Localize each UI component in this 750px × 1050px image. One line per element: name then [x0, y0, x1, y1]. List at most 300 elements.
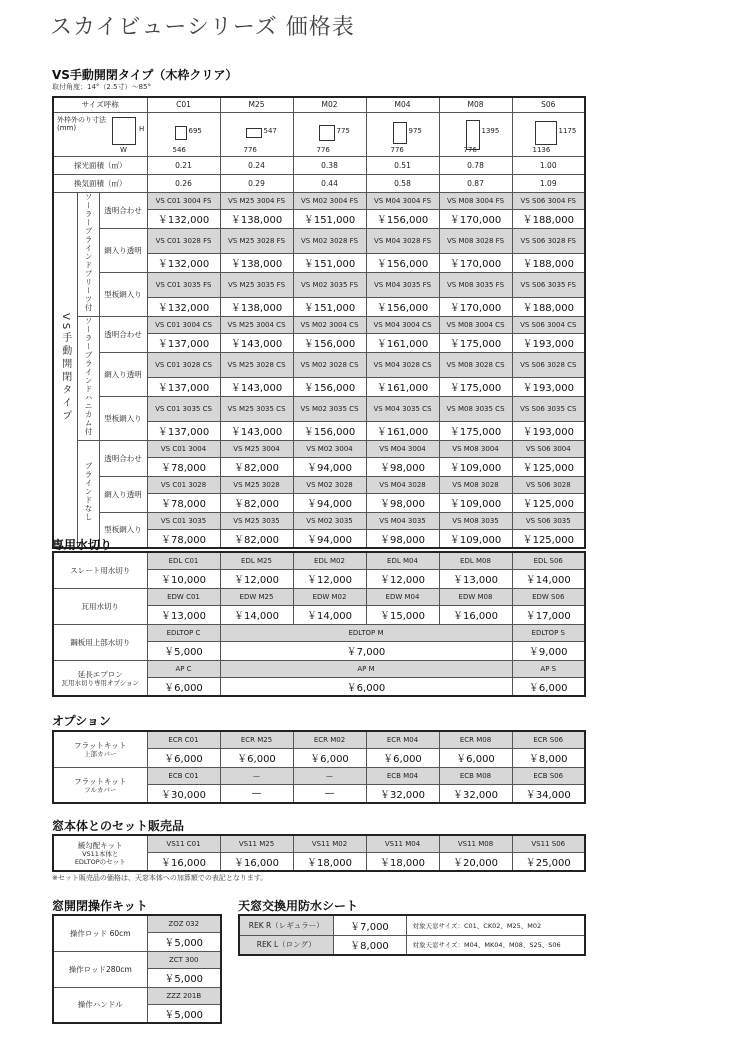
product-code: ECB C01 — [147, 767, 220, 784]
product-code: VS S06 3004 FS — [512, 192, 585, 209]
product-code: EDL M08 — [439, 552, 512, 569]
group-label — [77, 316, 99, 440]
price-value: — — [293, 784, 366, 803]
product-code: VS M08 3028 — [439, 476, 512, 493]
light-area-value: 0.38 — [293, 156, 366, 174]
product-code: VS M08 3004 FS — [439, 192, 512, 209]
price-value: ￥32,000 — [366, 784, 439, 803]
product-code: VS M04 3035 — [366, 512, 439, 529]
product-code: VS M25 3028 CS — [220, 352, 293, 377]
size-m25: M25 — [220, 97, 293, 112]
dim-width: 776 — [316, 145, 330, 154]
price-value: ￥78,000 — [147, 457, 220, 476]
flat-kit-upper-sublabel: 上部カバー — [84, 750, 117, 759]
product-code: ECR C01 — [147, 731, 220, 748]
price-value: ￥138,000 — [220, 297, 293, 316]
product-code: ECR M25 — [220, 731, 293, 748]
vent-area-value: 0.58 — [366, 174, 439, 192]
product-code: — — [293, 767, 366, 784]
price-value: ￥30,000 — [147, 784, 220, 803]
product-code: AP S — [512, 660, 585, 677]
price-value: ￥132,000 — [147, 209, 220, 228]
product-code: VS C01 3004 CS — [147, 316, 220, 333]
slate-flashing-label-text: スレート用水切り — [70, 565, 131, 575]
price-value: ￥18,000 — [366, 852, 439, 871]
price-value: ￥109,000 — [439, 493, 512, 512]
light-area-value: 0.21 — [147, 156, 220, 174]
product-code: VS S06 3035 FS — [512, 272, 585, 297]
dim-cell-m02 — [293, 112, 366, 156]
op-kit-code-row — [53, 987, 221, 1004]
code-row — [53, 228, 585, 253]
price-value: ￥82,000 — [220, 457, 293, 476]
price-value: ￥12,000 — [366, 569, 439, 588]
price-value: ￥34,000 — [512, 784, 585, 803]
outer-dim-text: 外枠外のり寸法 (mm) — [57, 115, 106, 132]
product-code: VS M25 3035 CS — [220, 396, 293, 421]
flat-kit-full-code-row — [53, 767, 585, 784]
flat-kit-upper-label — [53, 731, 147, 767]
product-code: VS M25 3004 FS — [220, 192, 293, 209]
product-code: VS M04 3004 — [366, 440, 439, 457]
price-value: ￥94,000 — [293, 493, 366, 512]
price-value: ￥6,000 — [220, 748, 293, 767]
price-value: ￥94,000 — [293, 457, 366, 476]
price-value: ￥188,000 — [512, 253, 585, 272]
op-kit-label: 操作ハンドル — [53, 987, 147, 1023]
group-label — [77, 440, 99, 548]
flashing-title: 専用水切り — [52, 538, 113, 552]
product-code: VS M04 3035 FS — [366, 272, 439, 297]
waterproof-label: REK R（レギュラー） — [239, 915, 333, 935]
flat-kit-full-sublabel: フルカバー — [84, 785, 117, 794]
product-code: EDW M08 — [439, 588, 512, 605]
product-code: AP M — [220, 660, 512, 677]
dim-height: 775 — [336, 126, 350, 135]
waterproof-row — [239, 935, 585, 955]
size-c01: C01 — [147, 97, 220, 112]
vs-type-text: VS手動開閉タイプ — [59, 312, 71, 423]
product-code: VS M04 3028 FS — [366, 228, 439, 253]
product-code: VS M08 3028 CS — [439, 352, 512, 377]
product-code: EDL M04 — [366, 552, 439, 569]
product-code: EDW C01 — [147, 588, 220, 605]
vent-area-value: 1.09 — [512, 174, 585, 192]
price-value: ￥18,000 — [293, 852, 366, 871]
product-code: EDL S06 — [512, 552, 585, 569]
product-code: VS M04 3028 CS — [366, 352, 439, 377]
outer-dim-h: H — [139, 124, 145, 133]
price-value: ￥8,000 — [512, 748, 585, 767]
steel-flashing-label — [53, 624, 147, 660]
vent-area-label: 換気面積（㎡） — [53, 174, 147, 192]
vent-area-value: 0.29 — [220, 174, 293, 192]
price-value: ￥161,000 — [366, 333, 439, 352]
price-value: — — [220, 784, 293, 803]
code-row — [53, 192, 585, 209]
size-s06: S06 — [512, 97, 585, 112]
price-value: ￥109,000 — [439, 529, 512, 548]
product-code: EDW M04 — [366, 588, 439, 605]
product-code: VS M25 3004 CS — [220, 316, 293, 333]
dim-height: 1395 — [481, 126, 500, 135]
product-code: VS M08 3028 FS — [439, 228, 512, 253]
price-value: ￥5,000 — [147, 1004, 221, 1023]
product-code: VS M08 3035 — [439, 512, 512, 529]
product-code: VS M04 3004 FS — [366, 192, 439, 209]
flat-kit-full-label-text: フラットキット — [74, 776, 127, 786]
price-value: ￥138,000 — [220, 253, 293, 272]
set-label — [53, 835, 147, 871]
dim-height: 547 — [263, 126, 277, 135]
product-code: VS M04 3028 — [366, 476, 439, 493]
vent-area-value: 0.44 — [293, 174, 366, 192]
product-code: ECR M08 — [439, 731, 512, 748]
dim-cell-m04 — [366, 112, 439, 156]
op-kit-label: 操作ロッド280cm — [53, 951, 147, 987]
window-shape-icon — [393, 122, 407, 144]
set-products-note: ※セット販売品の価格は、天窓本体への加算額での表記となります。 — [52, 874, 268, 882]
price-value: ￥20,000 — [439, 852, 512, 871]
operation-kit-table — [52, 914, 222, 1024]
price-value: ￥6,000 — [512, 677, 585, 696]
price-value: ￥14,000 — [220, 605, 293, 624]
size-m08: M08 — [439, 97, 512, 112]
tile-flashing-label-text: 瓦用水切り — [81, 601, 119, 611]
price-value: ￥175,000 — [439, 333, 512, 352]
product-code: VS C01 3004 FS — [147, 192, 220, 209]
price-value: ￥12,000 — [220, 569, 293, 588]
dim-cell-m08 — [439, 112, 512, 156]
price-value: ￥5,000 — [147, 932, 221, 951]
price-value: ￥170,000 — [439, 209, 512, 228]
group-label-text: ソーラーブラインドハニカム付 — [84, 316, 94, 436]
glass-type-label: 型板網入り — [99, 396, 147, 440]
window-shape-icon — [246, 128, 262, 138]
product-code: EDL M02 — [293, 552, 366, 569]
waterproof-label: REK L（ロング） — [239, 935, 333, 955]
product-code: VS S06 3004 — [512, 440, 585, 457]
price-value: ￥137,000 — [147, 421, 220, 440]
dim-cell-c01 — [147, 112, 220, 156]
light-area-value: 0.24 — [220, 156, 293, 174]
product-code: ECR S06 — [512, 731, 585, 748]
flat-kit-full-label — [53, 767, 147, 803]
product-code: VS11 M08 — [439, 835, 512, 852]
price-value: ￥6,000 — [220, 677, 512, 696]
price-value: ￥7,000 — [220, 641, 512, 660]
dim-width: 546 — [172, 145, 186, 154]
glass-type-label: 透明合わせ — [99, 316, 147, 352]
product-code: ECR M04 — [366, 731, 439, 748]
price-value: ￥156,000 — [293, 377, 366, 396]
set-products-title: 窓本体とのセット販売品 — [52, 819, 185, 833]
product-code: EDLTOP M — [220, 624, 512, 641]
product-code: EDL M25 — [220, 552, 293, 569]
product-code: VS S06 3028 FS — [512, 228, 585, 253]
product-code: AP C — [147, 660, 220, 677]
window-shape-icon — [535, 121, 557, 145]
code-row — [53, 352, 585, 377]
price-value: ￥13,000 — [147, 605, 220, 624]
price-value: ￥175,000 — [439, 377, 512, 396]
product-code: VS M08 3035 FS — [439, 272, 512, 297]
product-code: VS C01 3035 CS — [147, 396, 220, 421]
price-value: ￥6,000 — [366, 748, 439, 767]
angle-note: 取付角度：14°（2.5寸）〜85° — [52, 83, 151, 91]
product-code: EDW M25 — [220, 588, 293, 605]
size-m02: M02 — [293, 97, 366, 112]
price-value: ￥78,000 — [147, 493, 220, 512]
slate-flashing-label — [53, 552, 147, 588]
dim-width: 776 — [390, 145, 404, 154]
product-code: VS S06 3028 CS — [512, 352, 585, 377]
price-value: ￥82,000 — [220, 529, 293, 548]
product-code: VS M02 3035 FS — [293, 272, 366, 297]
group-label — [77, 192, 99, 316]
outer-dim-label — [53, 112, 147, 156]
outer-dim-w: W — [120, 145, 127, 154]
price-value: ￥25,000 — [512, 852, 585, 871]
price-value: ￥156,000 — [293, 333, 366, 352]
price-value: ￥6,000 — [293, 748, 366, 767]
product-code: VS C01 3035 — [147, 512, 220, 529]
product-code: EDL C01 — [147, 552, 220, 569]
outer-dim-row — [53, 112, 585, 156]
set-sublabel-2: EDLTOPのセット — [74, 857, 126, 866]
product-code: VS M25 3035 FS — [220, 272, 293, 297]
code-row — [53, 476, 585, 493]
waterproof-table — [238, 914, 586, 956]
code-row — [53, 440, 585, 457]
window-shape-icon — [319, 125, 335, 141]
price-value: ￥14,000 — [512, 569, 585, 588]
light-area-value: 0.51 — [366, 156, 439, 174]
waterproof-target: 対象天窓サイズ：C01、CK02、M25、M02 — [406, 915, 585, 935]
set-products-table — [52, 834, 586, 872]
price-value: ￥161,000 — [366, 421, 439, 440]
glass-type-label: 網入り透明 — [99, 352, 147, 396]
product-code: VS M02 3035 CS — [293, 396, 366, 421]
product-code: ZCT 300 — [147, 951, 221, 968]
flashing-table — [52, 551, 586, 697]
price-value: ￥175,000 — [439, 421, 512, 440]
product-code: VS11 M04 — [366, 835, 439, 852]
dim-cell-m25 — [220, 112, 293, 156]
product-code: — — [220, 767, 293, 784]
vs-price-table — [52, 96, 586, 549]
vent-area-row — [53, 174, 585, 192]
tile-flashing-code-row — [53, 588, 585, 605]
op-kit-code-row — [53, 951, 221, 968]
price-value: ￥7,000 — [333, 915, 406, 935]
product-code: VS S06 3028 — [512, 476, 585, 493]
price-value: ￥16,000 — [439, 605, 512, 624]
price-value: ￥109,000 — [439, 457, 512, 476]
apron-sublabel: 瓦用水切り専用オプション — [61, 678, 139, 687]
options-table — [52, 730, 586, 804]
price-value: ￥156,000 — [293, 421, 366, 440]
dim-height: 975 — [408, 126, 422, 135]
set-code-row — [53, 835, 585, 852]
product-code: VS M02 3028 FS — [293, 228, 366, 253]
price-value: ￥151,000 — [293, 209, 366, 228]
price-value: ￥12,000 — [293, 569, 366, 588]
price-value: ￥13,000 — [439, 569, 512, 588]
product-code: VS M02 3028 — [293, 476, 366, 493]
product-code: VS M04 3035 CS — [366, 396, 439, 421]
product-code: VS M25 3035 — [220, 512, 293, 529]
product-code: VS M02 3028 CS — [293, 352, 366, 377]
glass-type-label: 型板網入り — [99, 512, 147, 548]
price-value: ￥193,000 — [512, 333, 585, 352]
price-value: ￥82,000 — [220, 493, 293, 512]
price-value: ￥143,000 — [220, 333, 293, 352]
light-area-row — [53, 156, 585, 174]
product-code: VS M25 3004 — [220, 440, 293, 457]
set-label-text: 緩勾配キット — [77, 841, 123, 851]
product-code: ZZZ 201B — [147, 987, 221, 1004]
product-code: VS11 M25 — [220, 835, 293, 852]
price-value: ￥16,000 — [220, 852, 293, 871]
vs-type-label — [53, 192, 77, 548]
vent-area-value: 0.26 — [147, 174, 220, 192]
product-code: VS M25 3028 FS — [220, 228, 293, 253]
product-code: EDW S06 — [512, 588, 585, 605]
product-code: EDW M02 — [293, 588, 366, 605]
price-value: ￥143,000 — [220, 421, 293, 440]
product-code: VS C01 3028 — [147, 476, 220, 493]
product-code: VS C01 3028 CS — [147, 352, 220, 377]
price-value: ￥5,000 — [147, 968, 221, 987]
dim-width: 776 — [463, 145, 477, 154]
product-code: VS M08 3004 — [439, 440, 512, 457]
product-code: VS11 M02 — [293, 835, 366, 852]
price-value: ￥156,000 — [366, 209, 439, 228]
code-row — [53, 272, 585, 297]
product-code: VS S06 3035 — [512, 512, 585, 529]
waterproof-target: 対象天窓サイズ：M04、MK04、M08、S25、S06 — [406, 935, 585, 955]
dim-height: 695 — [188, 126, 202, 135]
price-value: ￥143,000 — [220, 377, 293, 396]
price-value: ￥6,000 — [147, 677, 220, 696]
product-code: VS M02 3035 — [293, 512, 366, 529]
code-row — [53, 396, 585, 421]
price-value: ￥10,000 — [147, 569, 220, 588]
product-code: EDLTOP S — [512, 624, 585, 641]
dim-cell-s06 — [512, 112, 585, 156]
glass-type-label: 網入り透明 — [99, 228, 147, 272]
vs-section-title: VS手動開閉タイプ（木枠クリア） — [52, 68, 238, 82]
price-value: ￥6,000 — [147, 748, 220, 767]
price-value: ￥98,000 — [366, 529, 439, 548]
outer-dim-diagram — [112, 117, 136, 145]
product-code: VS M08 3035 CS — [439, 396, 512, 421]
slate-flashing-code-row — [53, 552, 585, 569]
price-value: ￥17,000 — [512, 605, 585, 624]
dim-height: 1175 — [558, 126, 577, 135]
op-kit-label: 操作ロッド 60cm — [53, 915, 147, 951]
product-code: EDLTOP C — [147, 624, 220, 641]
product-code: VS11 S06 — [512, 835, 585, 852]
steel-flashing-code-row — [53, 624, 585, 641]
light-area-value: 1.00 — [512, 156, 585, 174]
product-code: VS M08 3004 CS — [439, 316, 512, 333]
product-code: VS C01 3035 FS — [147, 272, 220, 297]
op-kit-code-row — [53, 915, 221, 932]
code-row — [53, 316, 585, 333]
vent-area-value: 0.87 — [439, 174, 512, 192]
price-value: ￥16,000 — [147, 852, 220, 871]
flat-kit-upper-code-row — [53, 731, 585, 748]
price-value: ￥151,000 — [293, 297, 366, 316]
price-value: ￥170,000 — [439, 297, 512, 316]
price-value: ￥137,000 — [147, 377, 220, 396]
dim-width: 776 — [243, 145, 257, 154]
price-value: ￥193,000 — [512, 377, 585, 396]
price-value: ￥5,000 — [147, 641, 220, 660]
light-area-value: 0.78 — [439, 156, 512, 174]
product-code: VS M02 3004 — [293, 440, 366, 457]
glass-type-label: 透明合わせ — [99, 440, 147, 476]
glass-type-label: 網入り透明 — [99, 476, 147, 512]
price-value: ￥125,000 — [512, 457, 585, 476]
price-value: ￥14,000 — [293, 605, 366, 624]
page-title: スカイビューシリーズ 価格表 — [50, 15, 355, 40]
price-value: ￥156,000 — [366, 253, 439, 272]
price-value: ￥94,000 — [293, 529, 366, 548]
size-header-row — [53, 97, 585, 112]
price-value: ￥98,000 — [366, 493, 439, 512]
size-m04: M04 — [366, 97, 439, 112]
price-value: ￥161,000 — [366, 377, 439, 396]
product-code: VS M04 3004 CS — [366, 316, 439, 333]
product-code: VS S06 3004 CS — [512, 316, 585, 333]
product-code: VS C01 3004 — [147, 440, 220, 457]
group-label-text: ソーラーブラインドプリーツ付 — [84, 192, 94, 312]
price-value: ￥137,000 — [147, 333, 220, 352]
waterproof-title: 天窓交換用防水シート — [238, 899, 359, 913]
price-value: ￥188,000 — [512, 209, 585, 228]
size-label: サイズ呼称 — [53, 97, 147, 112]
product-code: VS C01 3028 FS — [147, 228, 220, 253]
product-code: ECB S06 — [512, 767, 585, 784]
price-value: ￥125,000 — [512, 529, 585, 548]
glass-type-label: 透明合わせ — [99, 192, 147, 228]
product-code: ZOZ 032 — [147, 915, 221, 932]
glass-type-label: 型板網入り — [99, 272, 147, 316]
options-title: オプション — [52, 714, 111, 728]
window-shape-icon — [175, 126, 187, 140]
product-code: ECR M02 — [293, 731, 366, 748]
waterproof-row — [239, 915, 585, 935]
code-row — [53, 512, 585, 529]
price-value: ￥9,000 — [512, 641, 585, 660]
product-code: VS11 C01 — [147, 835, 220, 852]
operation-kit-title: 窓開閉操作キット — [52, 899, 148, 913]
price-value: ￥193,000 — [512, 421, 585, 440]
product-code: ECB M04 — [366, 767, 439, 784]
light-area-label: 採光面積（㎡） — [53, 156, 147, 174]
price-value: ￥6,000 — [439, 748, 512, 767]
price-value: ￥98,000 — [366, 457, 439, 476]
product-code: VS M25 3028 — [220, 476, 293, 493]
price-value: ￥132,000 — [147, 253, 220, 272]
price-value: ￥138,000 — [220, 209, 293, 228]
price-value: ￥132,000 — [147, 297, 220, 316]
price-value: ￥170,000 — [439, 253, 512, 272]
product-code: ECB M08 — [439, 767, 512, 784]
